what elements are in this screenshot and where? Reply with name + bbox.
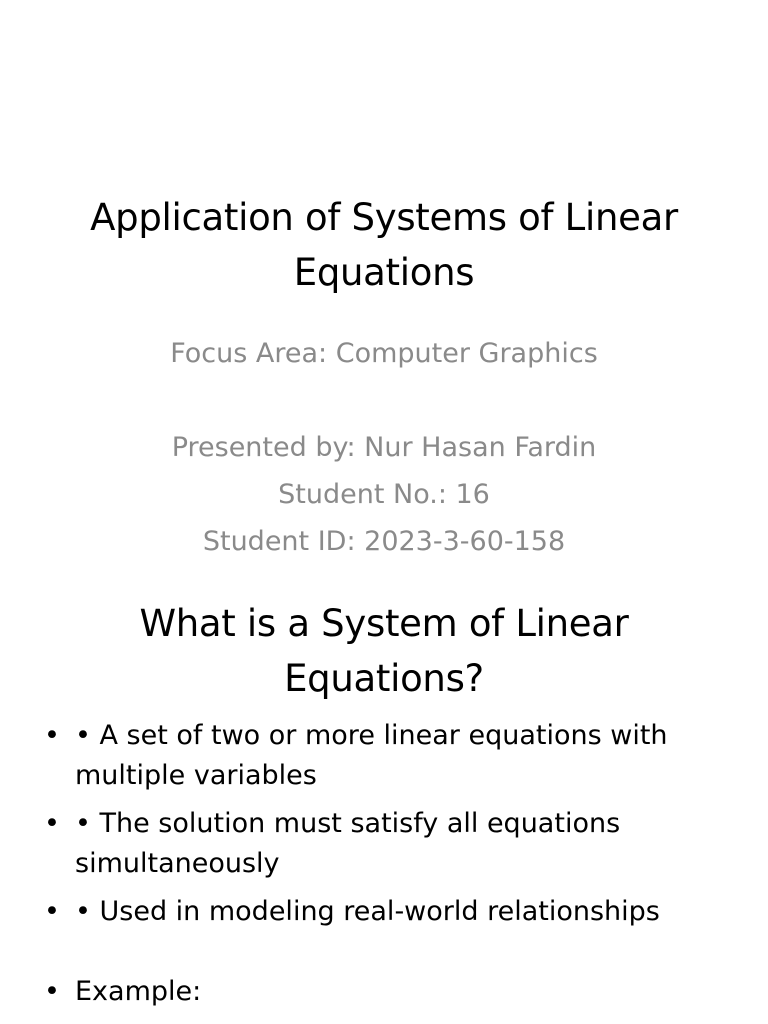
bullet-marker: •: [44, 720, 60, 751]
slide-title: Application of Systems of Linear Equations: [90, 196, 678, 294]
bullet-marker: •: [44, 808, 60, 839]
list-item: [0, 892, 768, 932]
presenter-text: Presented by: Nur Hasan Fardin: [171, 432, 597, 463]
list-item: [0, 716, 768, 796]
bullet-text: • A set of two or more linear equations with multiple variables: [75, 720, 668, 791]
list-item: [0, 972, 768, 1012]
bullet-text: Example:: [75, 976, 202, 1007]
bullet-marker: •: [44, 896, 60, 927]
bullet-text: • The solution must satisfy all equations simultaneously: [75, 808, 621, 879]
student-id-text: Student ID: 2023-3-60-158: [202, 526, 566, 557]
focus-area-text: Focus Area: Computer Graphics: [170, 338, 598, 369]
student-number-text: Student No.: 16: [278, 479, 490, 510]
list-item: [0, 804, 768, 884]
bullet-text: • Used in modeling real-world relationships: [75, 896, 660, 927]
slide-subtitle: [40, 330, 728, 565]
bullet-marker: •: [44, 976, 60, 1007]
section-heading: What is a System of Linear Equations?: [139, 602, 629, 700]
bullet-list: [0, 716, 768, 1020]
blank-line: [40, 377, 728, 424]
